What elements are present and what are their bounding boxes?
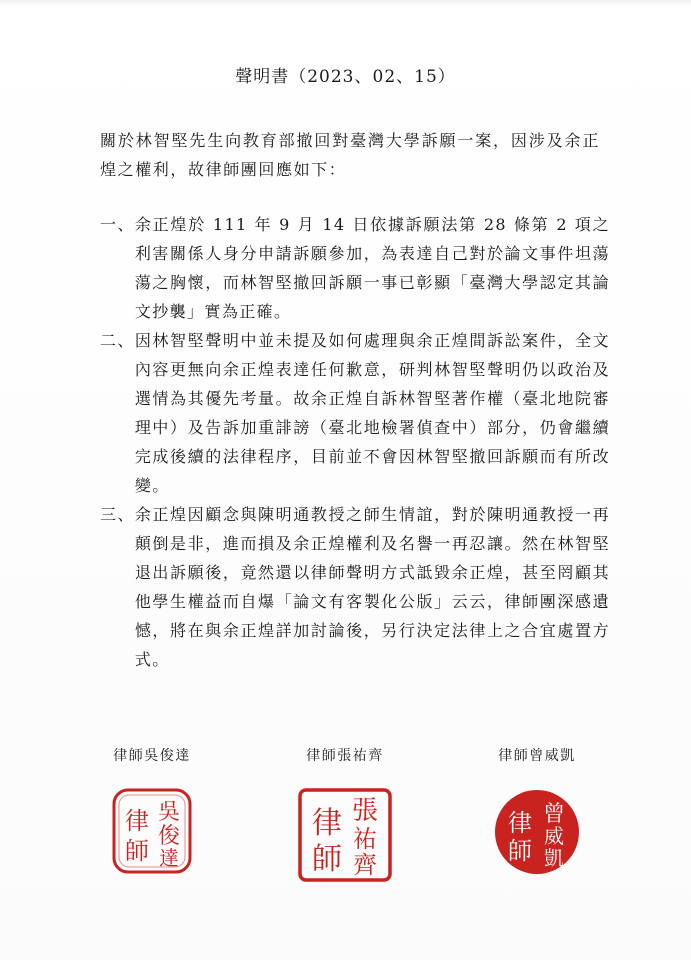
statement-list — [100, 210, 610, 674]
svg-text:達: 達 — [159, 846, 179, 870]
signer-wu — [82, 745, 222, 875]
item-number: 三、 — [100, 505, 135, 524]
item-number: 二、 — [100, 331, 135, 350]
svg-text:律: 律 — [312, 806, 342, 841]
signature-block — [0, 745, 691, 945]
svg-text:齊: 齊 — [353, 851, 377, 879]
seal-stamp-icon — [111, 787, 193, 875]
signer-zhang — [275, 745, 415, 883]
item-text: 余正煌因顧念與陳明通教授之師生情誼，對於陳明通教授一再顛倒是非，進而損及余正煌權利及名譽一再忍讓。然在林智堅退出訴願後，竟然還以律師聲明方式詆毀余正煌，甚至罔顧其他學生權益而自爆「論文有客製化公版」云云，律師團深感遺憾，將在與余正煌詳加討論後，另行決定法律上之合宜處置方式。 — [134, 505, 610, 669]
seal-stamp-icon — [297, 787, 393, 883]
signer-name: 律師曾威凱 — [498, 748, 576, 764]
item-text: 余正煌於 111 年 9 月 14 日依據訴願法第 28 條第 2 項之利害關係人身分申請訴願參加，為表達自己對於論文事件坦蕩蕩之胸懷，而林智堅撤回訴願一事已彰顯「臺灣大學認定其論文抄襲」實為正確。 — [134, 215, 610, 321]
svg-text:師: 師 — [125, 837, 149, 865]
svg-text:律: 律 — [508, 809, 532, 837]
svg-text:俊: 俊 — [157, 824, 181, 849]
svg-text:律: 律 — [125, 807, 149, 835]
document-title: 聲明書（2023、02、15） — [235, 67, 456, 87]
page-shadow — [0, 0, 691, 6]
intro-paragraph: 關於林智堅先生向教育部撤回對臺灣大學訴願一案，因涉及余正煌之權利，故律師團回應如下： — [100, 131, 600, 179]
svg-text:威: 威 — [544, 824, 564, 848]
svg-text:師: 師 — [312, 842, 342, 877]
signer-name: 律師張祐齊 — [306, 748, 384, 764]
item-number: 一、 — [100, 215, 135, 234]
svg-text:曾: 曾 — [542, 802, 566, 827]
svg-text:張: 張 — [351, 796, 379, 826]
list-item — [100, 326, 610, 500]
seal-stamp-icon — [492, 787, 582, 877]
list-item — [100, 500, 610, 674]
signer-tseng — [467, 745, 607, 877]
svg-text:祐: 祐 — [353, 825, 377, 853]
list-item — [100, 210, 610, 326]
signer-name: 律師吳俊達 — [113, 748, 191, 764]
svg-text:師: 師 — [508, 837, 532, 865]
svg-text:凱: 凱 — [544, 846, 564, 870]
item-text: 因林智堅聲明中並未提及如何處理與余正煌間訴訟案件，全文內容更無向余正煌表達任何歉意，研判林智堅聲明仍以政治及選情為其優先考量。故余正煌自訴林智堅著作權（臺北地院審理中）及告訴加重誹謗（臺北地檢署偵查中）部分，仍會繼續完成後續的法律程序，目前並不會因林智堅撤回訴願而有所改變。 — [134, 331, 610, 495]
svg-text:吳: 吳 — [157, 800, 181, 825]
